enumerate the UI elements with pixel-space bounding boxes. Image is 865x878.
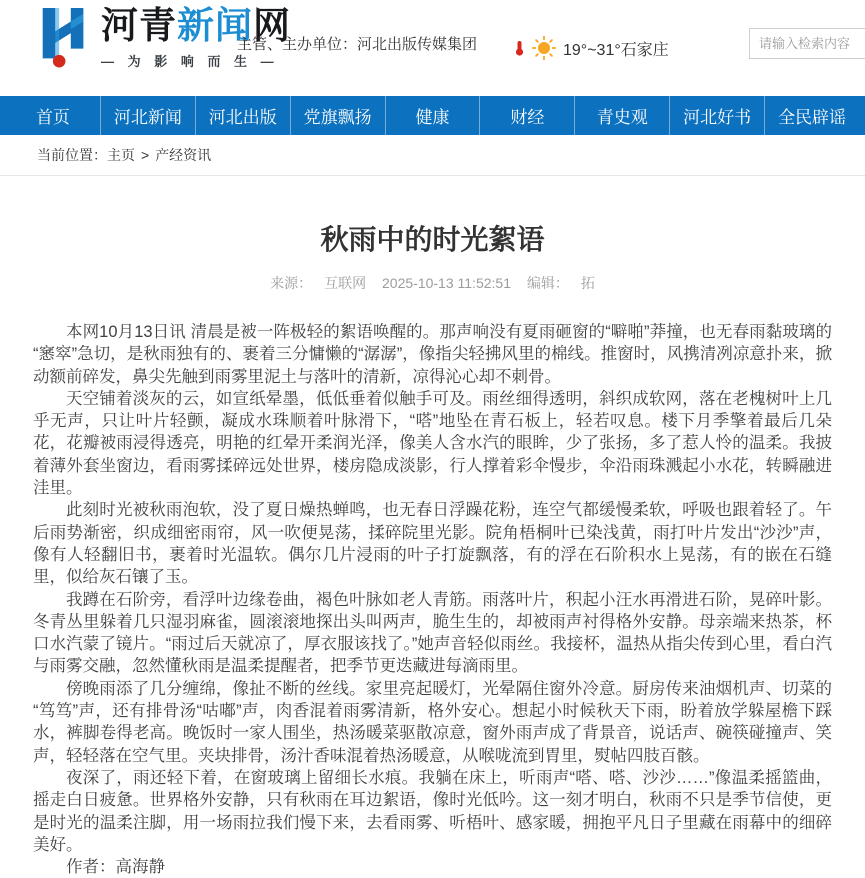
nav-item-5[interactable]: 财经 bbox=[479, 96, 574, 135]
nav-item-1[interactable]: 河北新闻 bbox=[100, 96, 195, 135]
search-input[interactable] bbox=[750, 29, 865, 58]
logo-part3: 网 bbox=[253, 5, 291, 46]
nav-item-4[interactable]: 健康 bbox=[385, 96, 480, 135]
author-line: 作者：高海静 bbox=[66, 858, 165, 877]
nav-item-0[interactable]: 首页 bbox=[35, 108, 70, 127]
article-paragraph-6: 夜深了，雨还轻下着，在窗玻璃上留细长水痕。我躺在床上，听雨声“嗒、嗒、沙沙……”像温柔摇篮曲，摇走白日疲惫。世界格外安静，只有秋雨在耳边絮语，像时光低吟。这一刻才明白，秋雨不只是季节信使，更是时光的温柔注脚，用一场雨拉我们慢下来，去看雨雾、听梧叶、感家暖，拥抱平凡日子里藏在雨幕中的细碎美好。 bbox=[33, 768, 832, 854]
article-paragraph-4: 我蹲在石阶旁，看浮叶边缘卷曲，褐色叶脉如老人青筋。雨落叶片，积起小汪水再滑进石阶，晃碎叶影。冬青丛里躲着几只湿羽麻雀，圆滚滚地探出头叫两声，脆生生的，却被雨声衬得格外安静。母亲端来热茶，杯口水汽蒙了镜片。“雨过后天就凉了，厚衣服该找了。”她声音轻似雨丝。我接杯，温热从指尖传到心里，看白汽与雨雾交融，忽然懂秋雨是温柔提醒者，把季节更迭藏进每滴雨里。 bbox=[33, 590, 832, 676]
article-paragraph-3: 此刻时光被秋雨泡软，没了夏日燥热蝉鸣，也无春日浮躁花粉，连空气都缓慢柔软，呼吸也跟着轻了。午后雨势渐密，织成细密雨帘，风一吹便晃荡，揉碎院里光影。院角梧桐叶已染浅黄，雨打叶片发出“沙沙”声，像有人轻翻旧书，裹着时光温软。偶尔几片浸雨的叶子打旋飘落，有的浮在石阶积水上晃荡，有的嵌在石缝里，似给灰石镶了玉。 bbox=[33, 501, 832, 587]
article-paragraph-2: 天空铺着淡灰的云，如宣纸晕墨，低低垂着似触手可及。雨丝细得透明，斜织成软网，落在老槐树叶上几乎无声，只让叶片轻颤，凝成水珠顺着叶脉滑下，“嗒”地坠在青石板上，轻若叹息。楼下月季擎着最后几朵花，花瓣被雨浸得透亮，明艳的红晕开柔润光泽，像美人含水汽的眼眸，少了张扬，多了惹人怜的温柔。我披着薄外套坐窗边，看雨雾揉碎远处世界，楼房隐成淡影，行人撑着彩伞慢步，伞沿雨珠溅起小水花，转瞬融进洼里。 bbox=[33, 389, 832, 498]
source-value: 互联网 bbox=[324, 275, 367, 291]
breadcrumb-home-link[interactable]: 主页 bbox=[107, 147, 135, 163]
publish-datetime: 2025-10-13 11:52:51 bbox=[382, 275, 511, 291]
article bbox=[0, 176, 865, 878]
article-paragraph-1: 本网10月13日讯 清晨是被一阵极轻的絮语唤醒的。那声响没有夏雨砸窗的“噼啪”莽撞，也无春雨黏玻璃的“窸窣”急切，是秋雨独有的、裹着三分慵懒的“潺潺”，像指尖轻拂风里的棉线。推窗时，风携清冽凉意扑来，掀动额前碎发，鼻尖先触到雨雾里泥土与落叶的清新，凉得沁心却不刺骨。 bbox=[33, 323, 832, 386]
editor-value: 拓 bbox=[580, 275, 595, 291]
weather-text: 19°~31°石家庄 bbox=[563, 41, 669, 59]
weather-widget bbox=[514, 36, 669, 60]
nav-list bbox=[0, 96, 865, 135]
logo-part2: 新闻 bbox=[177, 5, 253, 46]
logo-part1: 河青 bbox=[101, 5, 177, 46]
nav-item-8[interactable]: 全民辟谣 bbox=[764, 96, 859, 135]
logo-tagline: — 为 影 响 而 生 — bbox=[101, 54, 279, 69]
nav-item-2[interactable]: 河北出版 bbox=[195, 96, 290, 135]
article-body bbox=[33, 321, 832, 856]
search-box bbox=[749, 28, 865, 59]
thermometer-icon bbox=[514, 40, 525, 56]
sun-icon bbox=[532, 36, 556, 60]
nav-item-6[interactable]: 青史观 bbox=[574, 96, 669, 135]
main-navbar bbox=[0, 96, 865, 135]
breadcrumb-label: 当前位置： bbox=[37, 147, 107, 163]
breadcrumb-category-link[interactable]: 产经资讯 bbox=[155, 147, 212, 163]
article-paragraph-5: 傍晚雨添了几分缠绵，像扯不断的丝线。家里亮起暖灯，光晕隔住窗外冷意。厨房传来油烟机声、切菜的“笃笃”声，还有排骨汤“咕嘟”声，肉香混着雨雾清新，格外安心。想起小时候秋天下雨，盼着放学躲屋檐下踩水，裤脚卷得老高。晚饭时一家人围坐，热汤暖菜驱散凉意，窗外雨声成了背景音，说话声、碗筷碰撞声、笑声，轻轻落在空气里。夹块排骨，汤汁香味混着热汤暖意，从喉咙流到胃里，熨帖四肢百骸。 bbox=[33, 679, 832, 765]
nav-item-3[interactable]: 党旗飘扬 bbox=[290, 96, 385, 135]
editor-label: 编辑： bbox=[526, 275, 569, 291]
sponsor-text: 主管、主办单位：河北出版传媒集团 bbox=[237, 36, 478, 53]
logo-h-icon bbox=[33, 4, 95, 70]
article-title: 秋雨中的时光絮语 bbox=[320, 224, 545, 255]
site-header bbox=[0, 0, 865, 96]
article-meta bbox=[33, 273, 832, 293]
nav-item-7[interactable]: 河北好书 bbox=[669, 96, 764, 135]
source-label: 来源： bbox=[270, 275, 313, 291]
breadcrumb-separator: > bbox=[141, 147, 150, 163]
breadcrumb bbox=[0, 135, 865, 176]
